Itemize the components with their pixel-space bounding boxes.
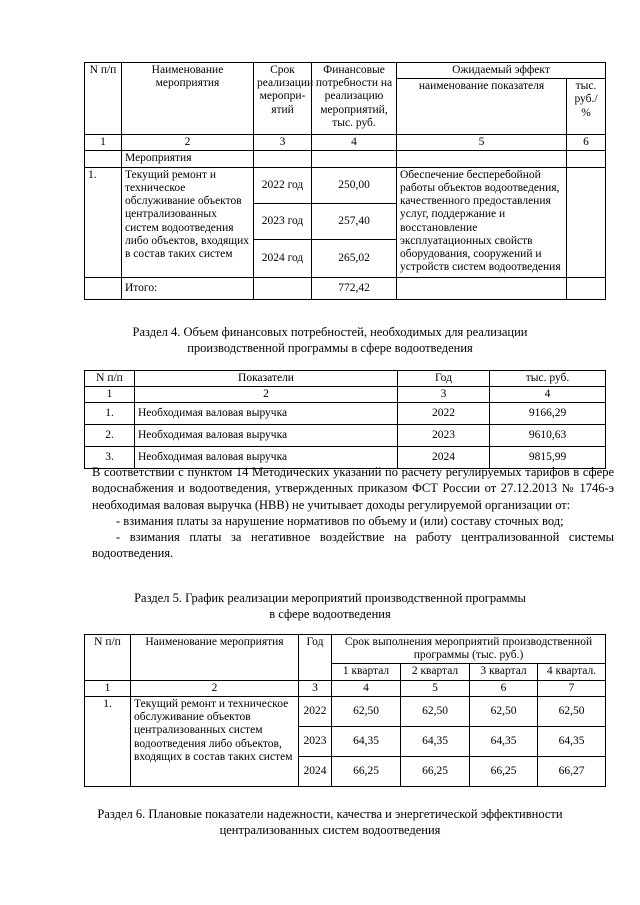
row-name: Текущий ремонт и техническое обслуживание объектов централизованных систем водоотведения либо объектов, входящих в состав таких систем	[122, 167, 254, 277]
section-6-title: Раздел 6. Плановые показатели надежности, качества и энергетической эффективности централизованных систем водоотведения	[97, 807, 563, 838]
row-year: 2023	[299, 726, 332, 756]
section-5-title: Раздел 5. График реализации мероприятий производственной программы в сфере водоотведения	[134, 591, 526, 622]
row-quarter: 64,35	[538, 726, 606, 756]
row-num: 1.	[85, 403, 135, 425]
bullet-1: - взимания платы за нарушение нормативов по объему и (или) составу сточных вод;	[116, 513, 564, 528]
row-value: 265,02	[312, 239, 397, 277]
row-year: 2022 год	[254, 167, 312, 203]
col-number: 2	[135, 387, 398, 403]
col-number: 6	[567, 135, 606, 151]
header-name: Наименование мероприятия	[131, 635, 299, 681]
header-term: Срок реализации меропри-ятий	[254, 63, 312, 135]
col-number: 5	[401, 680, 470, 696]
row-name: Необходимая валовая выручка	[135, 447, 398, 469]
row-value: 9166,29	[490, 403, 606, 425]
header-term: Срок выполнения мероприятий производственной программы (тыс. руб.)	[332, 635, 606, 664]
row-num: 1.	[85, 696, 131, 786]
row-name: Текущий ремонт и техническое обслуживание объектов централизованных систем водоотведения либо объектов, входящих в состав таких систем	[131, 696, 299, 786]
header-num: N п/п	[85, 371, 135, 387]
header-effect: Ожидаемый эффект	[397, 63, 606, 79]
col-number: 7	[538, 680, 606, 696]
row-value: 257,40	[312, 203, 397, 239]
row-quarter: 62,50	[332, 696, 401, 726]
body-text	[92, 464, 614, 562]
row-year: 2024	[299, 756, 332, 786]
measures-table	[84, 62, 606, 300]
row-name: Необходимая валовая выручка	[135, 403, 398, 425]
col-number: 6	[470, 680, 538, 696]
col-number: 2	[122, 135, 254, 151]
row-quarter: 64,35	[332, 726, 401, 756]
row-year: 2022	[299, 696, 332, 726]
row-name: Необходимая валовая выручка	[135, 425, 398, 447]
schedule-table	[84, 634, 606, 787]
col-number: 2	[131, 680, 299, 696]
row-year: 2024	[398, 447, 490, 469]
row-quarter: 64,35	[470, 726, 538, 756]
row-value: 9610,63	[490, 425, 606, 447]
row-num: 3.	[85, 447, 135, 469]
group-label: Мероприятия	[122, 151, 254, 167]
row-num: 1.	[85, 167, 122, 277]
header-quarter: 4 квартал.	[538, 664, 606, 680]
row-effect: Обеспечение бесперебойной работы объектов водоотведения, качественного предоставления услуг, поддержание и восстановление эксплуатационных свойств оборудования, сооружений и устройств систем водоотведения	[397, 167, 567, 277]
row-year: 2022	[398, 403, 490, 425]
header-value: тыс. руб.	[490, 371, 606, 387]
section-4-title: Раздел 4. Объем финансовых потребностей, необходимых для реализации производственной программы в сфере водоотведения	[132, 325, 528, 356]
bullet-2: - взимания платы за негативное воздействие на работу централизованной системы водоотведения.	[92, 530, 614, 561]
row-quarter: 66,27	[538, 756, 606, 786]
total-label: Итого:	[122, 277, 254, 299]
header-unit: тыс. руб./ %	[567, 79, 606, 135]
header-quarter: 1 квартал	[332, 664, 401, 680]
header-quarter: 3 квартал	[470, 664, 538, 680]
header-indicator: наименование показателя	[397, 79, 567, 135]
col-number: 4	[332, 680, 401, 696]
header-num: N п/п	[85, 63, 122, 135]
col-number: 1	[85, 387, 135, 403]
col-number: 5	[397, 135, 567, 151]
row-year: 2024 год	[254, 239, 312, 277]
row-value: 9815,99	[490, 447, 606, 469]
col-number: 4	[312, 135, 397, 151]
col-number: 1	[85, 135, 122, 151]
col-number: 3	[299, 680, 332, 696]
row-quarter: 66,25	[401, 756, 470, 786]
header-year: Год	[398, 371, 490, 387]
col-number: 4	[490, 387, 606, 403]
total-value: 772,42	[312, 277, 397, 299]
col-number: 3	[254, 135, 312, 151]
header-quarter: 2 квартал	[401, 664, 470, 680]
row-quarter: 62,50	[470, 696, 538, 726]
header-finance: Финансовые потребности на реализацию мероприятий, тыс. руб.	[312, 63, 397, 135]
row-value: 250,00	[312, 167, 397, 203]
col-number: 3	[398, 387, 490, 403]
row-num: 2.	[85, 425, 135, 447]
header-num: N п/п	[85, 635, 131, 681]
paragraph: В соответствии с пунктом 14 Методических указаний по расчету регулируемых тарифов в сфере водоснабжения и водоотведения, утвержденных приказом ФСТ России от 27.12.2013 № 1746-э необходимая валовая выручка (НВВ) не учитывает доходы регулируемой организации от:	[92, 465, 614, 512]
row-year: 2023	[398, 425, 490, 447]
row-quarter: 64,35	[401, 726, 470, 756]
row-quarter: 66,25	[470, 756, 538, 786]
row-year: 2023 год	[254, 203, 312, 239]
col-number: 1	[85, 680, 131, 696]
header-indicators: Показатели	[135, 371, 398, 387]
revenue-table	[84, 370, 606, 469]
row-quarter: 62,50	[401, 696, 470, 726]
header-year: Год	[299, 635, 332, 681]
header-name: Наименование мероприятия	[122, 63, 254, 135]
row-quarter: 66,25	[332, 756, 401, 786]
row-quarter: 62,50	[538, 696, 606, 726]
